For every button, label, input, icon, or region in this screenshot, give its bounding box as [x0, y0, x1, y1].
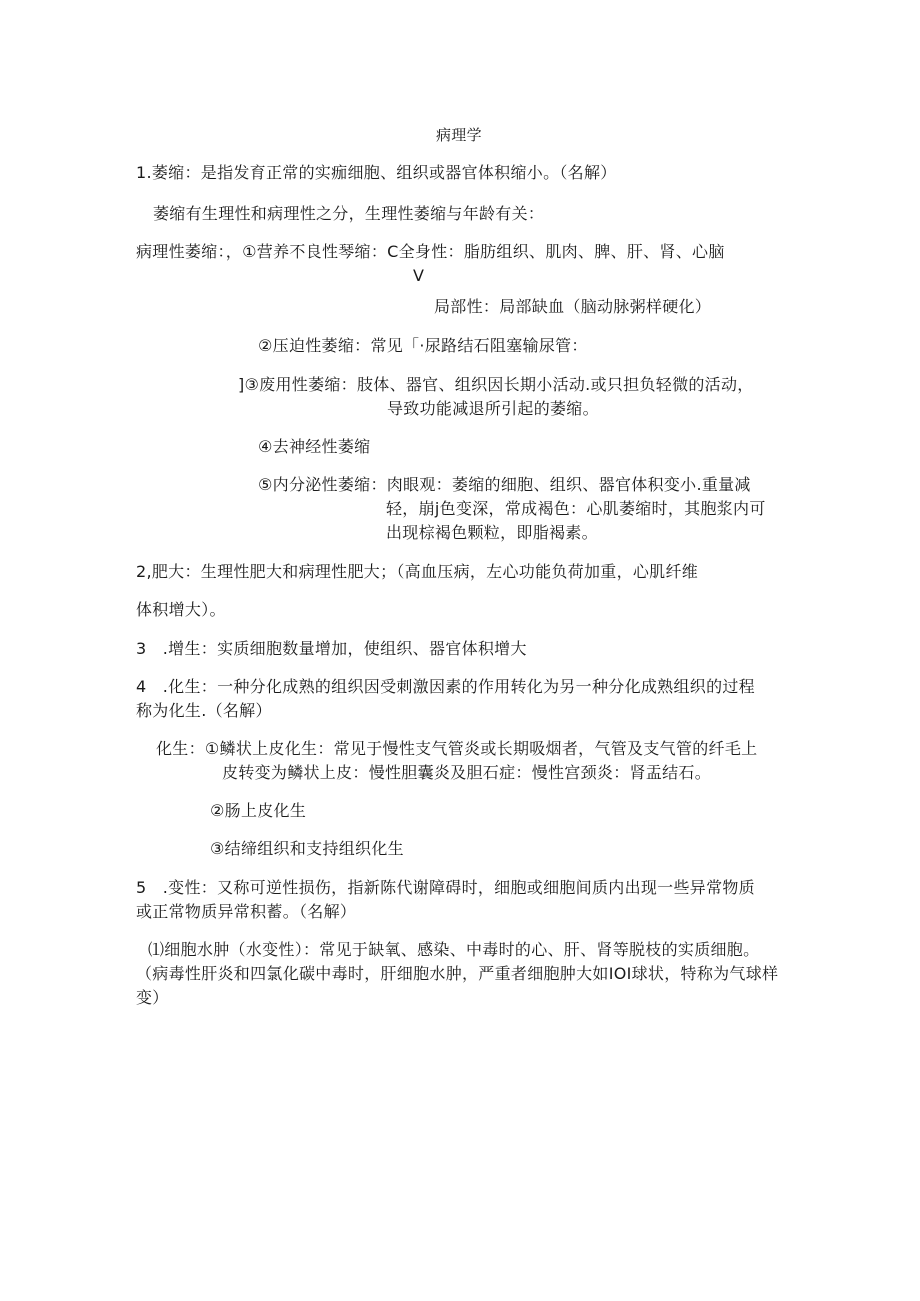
endocrine-atrophy-line-1: ⑤内分泌性萎缩：肉眼观：萎缩的细胞、组织、器官体积变小.重量减	[258, 475, 751, 494]
metaplasia-sub3-line: ③结缔组织和支持组织化生	[210, 839, 404, 858]
page-title: 病理学	[436, 126, 482, 144]
section-4-line-1: 4 .化生：一种分化成熟的组织因受刺激因素的作用转化为另一种分化成熟组织的过程	[136, 677, 755, 696]
section-5-line-1: 5 .变性：又称可逆性损伤，指新陈代谢障碍时，细胞或细胞间质内出现一些异常物质	[136, 878, 755, 897]
section-1-heading: 1.萎缩：是指发育正常的实痂细胞、组织或器官体积缩小。（名解）	[136, 163, 617, 182]
endocrine-atrophy-line-3: 出现棕褐色颗粒，即脂褐素。	[386, 523, 598, 542]
metaplasia-sub1-line-2: 皮转变为鳞状上皮：慢性胆囊炎及胆石症：慢性宫颈炎：肾盂结石。	[222, 763, 712, 782]
metaplasia-sub1-line-1: 化生：①鳞状上皮化生：常见于慢性支气管炎或长期吸烟者，气管及支气管的纤毛上	[156, 739, 758, 758]
atrophy-intro: 萎缩有生理性和病理性之分，生理性萎缩与年龄有关：	[153, 204, 545, 223]
section-4-line-2: 称为化生.（名解）	[136, 701, 272, 720]
local-atrophy-line: 局部性：局部缺血（脑动脉粥样硬化）	[434, 297, 712, 316]
disuse-atrophy-line-1: ]③废用性萎缩：肢体、器官、组织因长期小活动.或只担负轻微的活动，	[238, 375, 754, 394]
degeneration-sub1-line-2: （病毒性肝炎和四氯化碳中毒时，肝细胞水肿，严重者细胞肿大如IOI球状，特称为气球样	[136, 964, 779, 983]
section-5-line-2: 或正常物质异常积蓄。（名解）	[136, 902, 357, 921]
pathologic-atrophy-line: 病理性萎缩：，①营养不良性琴缩：C全身性：脂肪组织、肌肉、脾、肝、肾、心脑	[136, 242, 725, 261]
section-3-line: 3 .增生：实质细胞数量增加，使组织、器官体积增大	[136, 639, 527, 658]
degeneration-sub1-line-3: 变）	[136, 988, 169, 1007]
endocrine-atrophy-line-2: 轻，崩j色变深，常成褐色：心肌萎缩时，其胞浆内可	[386, 499, 766, 518]
bracket-mark: V	[413, 266, 425, 285]
section-2-line-1: 2,肥大：生理性肥大和病理性肥大；（高血压病，左心功能负荷加重，心肌纤维	[136, 562, 699, 581]
pressure-atrophy-line: ②压迫性萎缩：常见「·尿路结石阻塞输尿管：	[258, 336, 588, 355]
disuse-atrophy-line-2: 导致功能减退所引起的萎缩。	[387, 399, 599, 418]
section-2-line-2: 体积增大）。	[136, 600, 226, 619]
metaplasia-sub2-line: ②肠上皮化生	[210, 801, 307, 820]
denervation-atrophy-line: ④去神经性萎缩	[258, 437, 371, 456]
degeneration-sub1-line-1: ⑴细胞水肿（水变性）：常见于缺氧、感染、中毒时的心、肝、肾等脱枝的实质细胞。	[148, 940, 760, 959]
